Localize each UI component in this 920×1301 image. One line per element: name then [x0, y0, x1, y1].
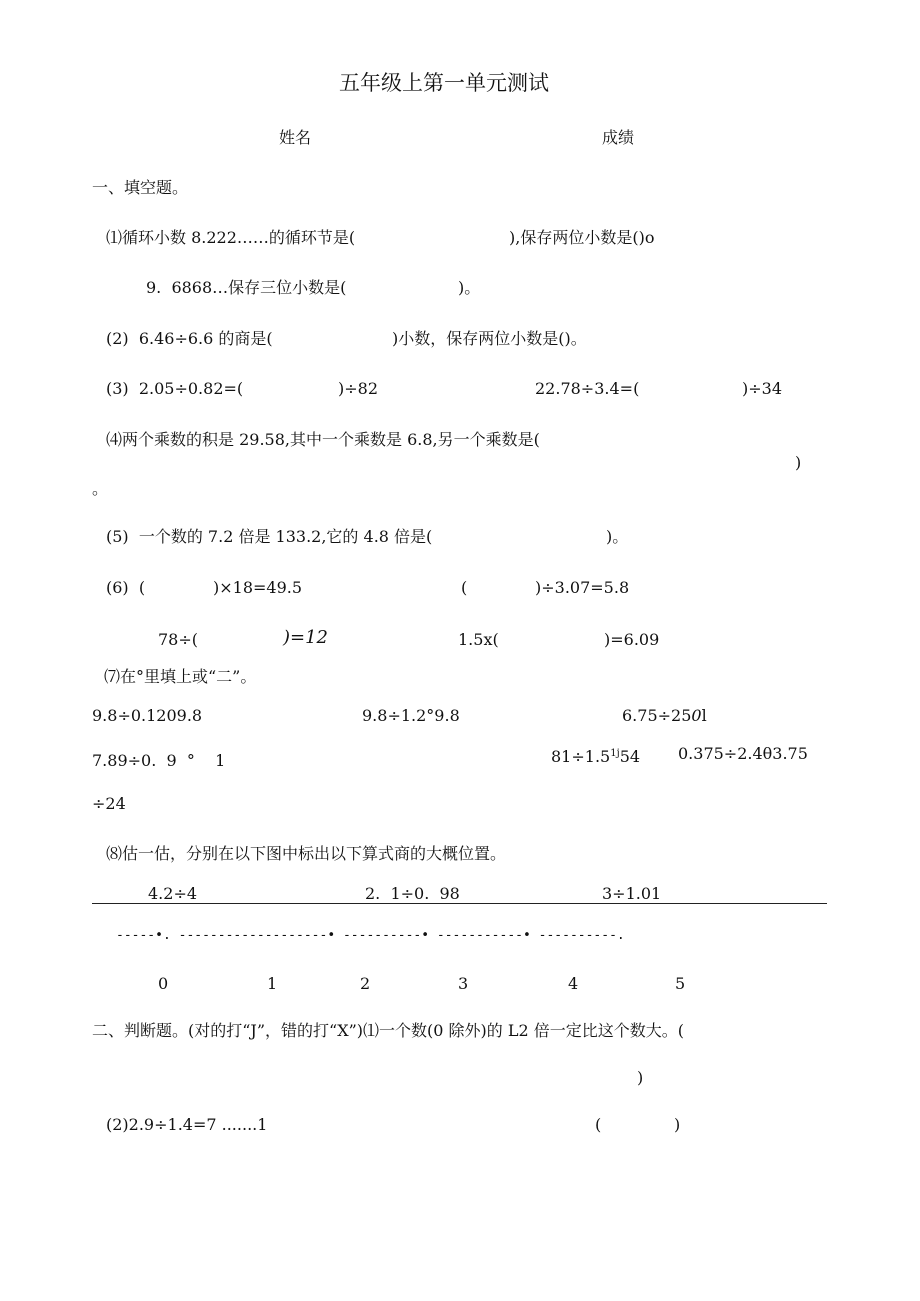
q6-text-b: )×18=49.5: [213, 578, 303, 597]
q3-text-a: (3) 2.05÷0.82=(: [106, 379, 244, 398]
q7-text: ⑺在°里填上或“二”。: [104, 667, 257, 686]
q6-text-f: )=12: [283, 627, 329, 648]
section2-q2-open: (: [595, 1115, 602, 1134]
q6-text-h: )=6.09: [604, 630, 660, 649]
q2-text-b: )小数，保存两位小数是()。: [392, 329, 587, 348]
tick-5: 5: [675, 974, 686, 993]
tick-3: 3: [458, 974, 469, 993]
q5-text-a: (5) 一个数的 7.2 倍是 133.2,它的 4.8 倍是(: [106, 527, 433, 546]
q3-text-b: )÷82: [338, 379, 379, 398]
q1-text-d: )。: [458, 278, 481, 297]
tick-2: 2: [360, 974, 371, 993]
q6-text-e: 78÷(: [158, 630, 199, 649]
score-label: 成绩: [602, 128, 635, 147]
q7-row2-c: 0.375÷2.4θ3.75: [678, 744, 808, 763]
q7-row1-c: 6.75÷250l: [622, 706, 707, 725]
q7-row1-a: 9.8÷0.1209.8: [92, 706, 203, 725]
q1-text-b: ),保存两位小数是()o: [509, 228, 655, 247]
q4-text-b: ): [795, 453, 802, 472]
q8-expr-2: 2. 1÷0. 98: [365, 884, 460, 903]
q8-expr-1: 4.2÷4: [148, 884, 198, 903]
q8-text: ⑻估一估，分别在以下图中标出以下算式商的大概位置。: [106, 844, 507, 863]
section2-q1-text: 二、判断题。(对的打“J”，错的打“X”)⑴一个数(0 除外)的 L2 倍一定比这个数大。(: [92, 1021, 684, 1040]
name-label: 姓名: [279, 128, 312, 147]
divider-line: [92, 903, 827, 904]
q8-expr-3: 3÷1.01: [602, 884, 662, 903]
section2-q2-text: (2)2.9÷1.4=7 .......1: [106, 1115, 268, 1134]
q4-text-a: ⑷两个乘数的积是 29.58,其中一个乘数是 6.8,另一个乘数是(: [106, 430, 540, 449]
q6-text-g: 1.5x(: [458, 630, 499, 649]
q4-text-c: 。: [92, 479, 109, 498]
section2-q2-close: ): [674, 1115, 681, 1134]
number-line: -----•. -------------------• ----------• -----------• ----------.: [116, 928, 625, 943]
q7-row2-b: $81\div 1.5^{1j}54$: [551, 747, 641, 766]
q7-row2-a: 7.89÷0. 9 ° 1: [92, 751, 226, 770]
tick-0: 0: [158, 974, 169, 993]
q5-text-b: )。: [606, 527, 629, 546]
q6-text-c: (: [461, 578, 468, 597]
q3-text-c: 22.78÷3.4=(: [535, 379, 640, 398]
section1-heading: 一、填空题。: [92, 178, 189, 197]
page-title: 五年级上第一单元测试: [339, 71, 549, 95]
tick-4: 4: [568, 974, 579, 993]
q2-text-a: (2) 6.46÷6.6 的商是(: [106, 329, 273, 348]
section2-q1-paren: ): [637, 1068, 644, 1087]
q7-row3: ÷24: [92, 794, 126, 813]
q3-text-d: )÷34: [742, 379, 783, 398]
tick-1: 1: [267, 974, 278, 993]
q7-row1-b: 9.8÷1.2°9.8: [362, 706, 460, 725]
q6-text-d: )÷3.07=5.8: [535, 578, 630, 597]
q1-text-a: ⑴循环小数 8.222……的循环节是(: [106, 228, 356, 247]
q1-text-c: 9. 6868…保存三位小数是(: [146, 278, 347, 297]
q6-text-a: (6) (: [106, 578, 146, 597]
